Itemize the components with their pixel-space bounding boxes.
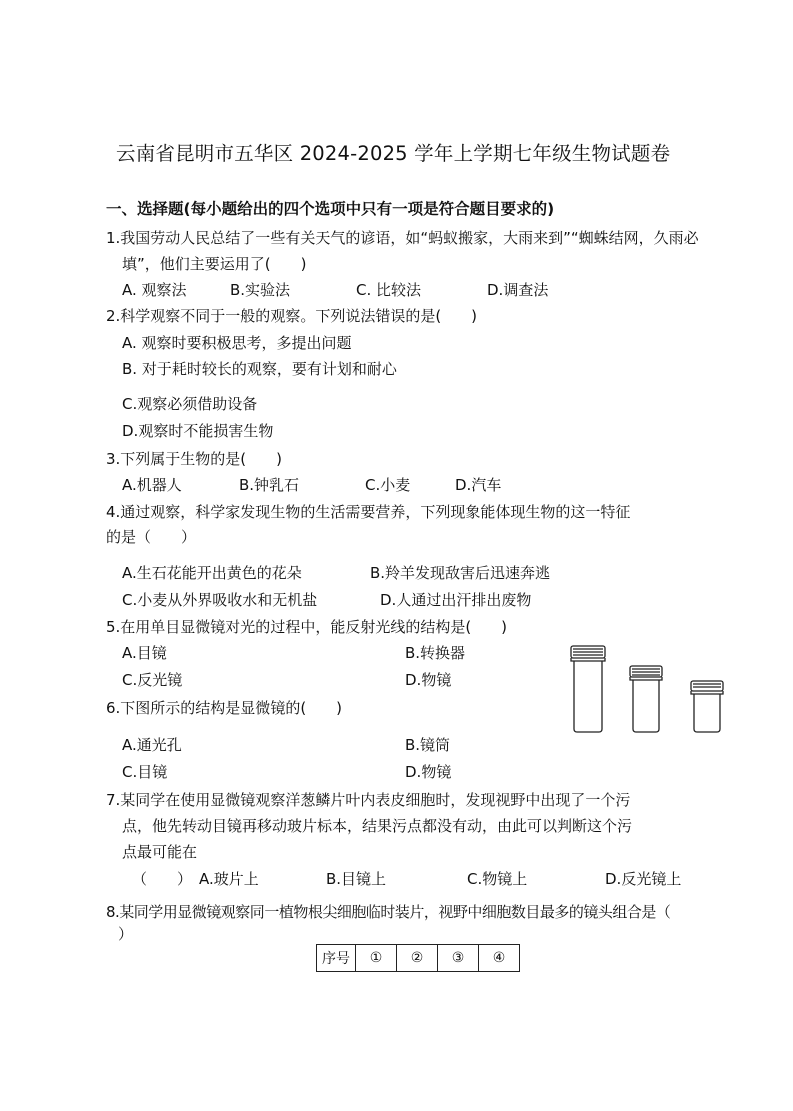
question-4-option-b: B.羚羊发现敌害后迅速奔逃 — [370, 564, 551, 582]
question-1-option-d: D.调查法 — [487, 281, 549, 299]
question-5-option-c: C.反光镜 — [122, 671, 183, 689]
question-1-option-b: B.实验法 — [230, 281, 291, 299]
question-1-line-2: 填”，他们主要运用了( ) — [122, 255, 307, 273]
question-3-option-c: C.小麦 — [365, 476, 411, 494]
question-5-option-a: A.目镜 — [122, 644, 167, 662]
question-5-option-d: D.物镜 — [405, 671, 452, 689]
lens-combination-table — [316, 944, 520, 972]
question-3-stem: 3.下列属于生物的是( ) — [106, 450, 283, 468]
question-2-option-b: B. 对于耗时较长的观察，要有计划和耐心 — [122, 360, 397, 378]
question-6-option-d: D.物镜 — [405, 763, 452, 781]
question-7-line-2: 点，他先转动目镜再移动玻片标本，结果污点都没有动，由此可以判断这个污 — [122, 817, 633, 835]
question-4-option-a: A.生石花能开出黄色的花朵 — [122, 564, 302, 582]
table-header-cell: 序号 — [317, 945, 356, 972]
question-6-option-c: C.目镜 — [122, 763, 168, 781]
question-5-option-b: B.转换器 — [405, 644, 466, 662]
microscope-lens-figure — [560, 640, 730, 740]
question-3-option-b: B.钟乳石 — [239, 476, 300, 494]
question-7-option-b: B.目镜上 — [326, 870, 387, 888]
question-2-stem: 2.科学观察不同于一般的观察。下列说法错误的是( ) — [106, 307, 478, 325]
question-4-line-1: 4.通过观察，科学家发现生物的生活需要营养，下列现象能体现生物的这一特征 — [106, 503, 631, 521]
question-5-stem: 5.在用单目显微镜对光的过程中，能反射光线的结构是( ) — [106, 618, 508, 636]
question-7-answer-blank: （ ） — [132, 870, 193, 888]
question-6-option-b: B.镜筒 — [405, 736, 451, 754]
question-6-option-a: A.通光孔 — [122, 736, 182, 754]
question-7-option-a: A.玻片上 — [199, 870, 259, 888]
question-2-option-a: A. 观察时要积极思考，多提出问题 — [122, 334, 352, 352]
question-7-option-c: C.物镜上 — [467, 870, 528, 888]
question-2-option-c: C.观察必须借助设备 — [122, 395, 258, 413]
section-heading: 一、选择题(每小题给出的四个选项中只有一项是符合题目要求的) — [106, 200, 555, 218]
table-cell: ③ — [438, 945, 479, 972]
question-8-line-1: 8.某同学用显微镜观察同一植物根尖细胞临时装片，视野中细胞数目最多的镜头组合是（ — [106, 903, 671, 921]
table-row — [317, 945, 520, 972]
question-2-option-d: D.观察时不能损害生物 — [122, 422, 274, 440]
table-cell: ① — [356, 945, 397, 972]
question-3-option-d: D.汽车 — [455, 476, 502, 494]
question-8-line-2: ） — [118, 925, 134, 943]
question-4-option-d: D.人通过出汗排出废物 — [380, 591, 532, 609]
question-3-option-a: A.机器人 — [122, 476, 182, 494]
question-1-option-a: A. 观察法 — [122, 281, 187, 299]
document-title: 云南省昆明市五华区 2024-2025 学年上学期七年级生物试题卷 — [116, 142, 671, 165]
question-4-option-c: C.小麦从外界吸收水和无机盐 — [122, 591, 318, 609]
question-1-option-c: C. 比较法 — [356, 281, 422, 299]
question-6-stem: 6.下图所示的结构是显微镜的( ) — [106, 699, 343, 717]
question-7-line-3: 点最可能在 — [122, 843, 198, 861]
question-1-line-1: 1.我国劳动人民总结了一些有关天气的谚语，如“蚂蚁搬家，大雨来到”“蜘蛛结网，久雨必 — [106, 229, 699, 247]
question-7-line-1: 7.某同学在使用显微镜观察洋葱鳞片叶内表皮细胞时，发现视野中出现了一个污 — [106, 791, 631, 809]
question-7-option-d: D.反光镜上 — [605, 870, 682, 888]
table-cell: ② — [397, 945, 438, 972]
table-cell: ④ — [479, 945, 520, 972]
question-4-line-2: 的是（ ） — [106, 528, 197, 546]
